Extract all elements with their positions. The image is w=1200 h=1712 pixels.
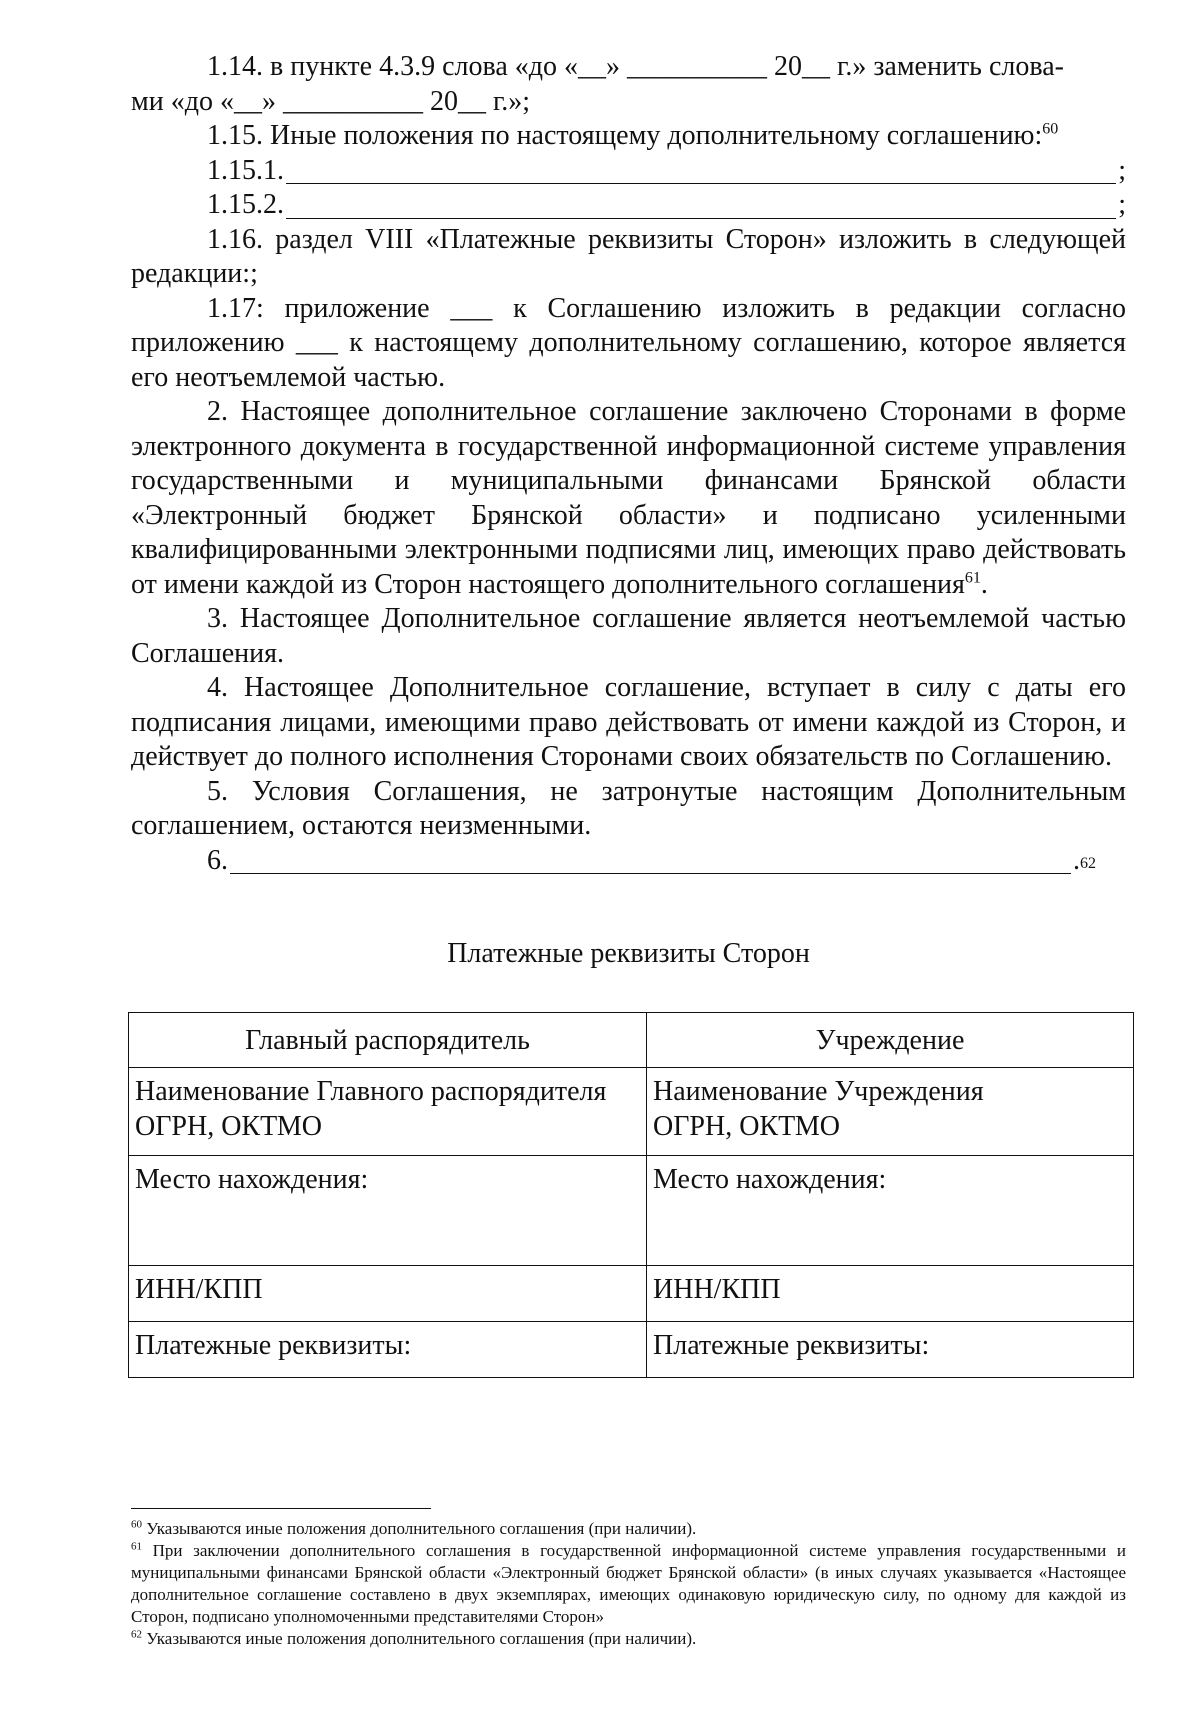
table-row — [129, 1322, 1134, 1378]
clause-2 — [131, 395, 1126, 602]
header-cell-institution: Учреждение — [647, 1013, 1134, 1068]
clause-6: 6. . $^{62}$ — [131, 844, 1126, 879]
cell-inn-right: ИНН/КПП — [647, 1266, 1134, 1322]
cell-text: ОГРН, ОКТМО — [653, 1111, 840, 1142]
clause-1-15 — [131, 119, 1126, 154]
table-row — [129, 1156, 1134, 1266]
clause-6-label: 6. — [207, 844, 228, 876]
blank-line — [286, 157, 1116, 184]
agreement-body — [131, 50, 1126, 878]
clause-1-14-line-2: ми «до «__» __________ 20__ г.»; — [131, 85, 531, 117]
cell-payment-left: Платежные реквизиты: — [129, 1322, 647, 1378]
clause-2-end: . — [980, 568, 988, 600]
clause-4: 4. Настоящее Дополнительное соглашение, вступает в силу с даты его подписания лицами, имеющими право действовать от имени каждой из Сторон, и действует до полного исполнения Сторонами своих обязательств по Соглашению. — [131, 672, 1126, 772]
table-row — [129, 1068, 1134, 1156]
footnote-61 — [131, 1540, 1126, 1628]
cell-text: ОГРН, ОКТМО — [135, 1111, 322, 1142]
clause-2-text: 2. Настоящее дополнительное соглашение заключено Сторонами в форме электронного документа в государственной информационной системе управления государственными и муниципальными финансами Брянской области «Электронный бюджет Брянской области» и подписано усиленными квалифицированными электронными подписями лиц, имеющих право действовать от имени каждой из Сторон настоящего дополнительного соглашения — [131, 396, 1126, 600]
cell-location-left: Место нахождения: — [129, 1156, 647, 1266]
clause-1-17: 1.17: приложение ___ к Соглашению изложить в редакции согласно приложению ___ к настоящему дополнительному соглашению, которое является его неотъемлемой частью. — [131, 292, 1126, 393]
table-row — [129, 1013, 1134, 1068]
header-cell-main-manager: Главный распорядитель — [129, 1013, 647, 1068]
semicolon: ; — [1118, 189, 1126, 220]
footnote-number: 62 — [131, 1628, 142, 1641]
footnote-text: При заключении дополнительного соглашения в государственной информационной системе управления государственными и муниципальными финансами Брянской области «Электронный бюджет Брянской области» (в иных случаях указывается «Настоящее дополнительное соглашение составлено в двух экземплярах, имеющих одинаковую юридическую силу, по одному для каждой из Сторон, подписано уполномоченными представителями Сторон» — [131, 1541, 1126, 1626]
clause-1-15-2-label: 1.15.2. — [207, 189, 284, 220]
semicolon: ; — [1118, 154, 1126, 186]
clause-1-14-line-1: 1.14. в пункте 4.3.9 слова «до «__» __________ 20__ г.» заменить слова- — [207, 51, 1064, 82]
clause-1-16: 1.16. раздел VIII «Платежные реквизиты Сторон» изложить в следующей редакции:; — [131, 223, 1126, 289]
table-row — [129, 1266, 1134, 1322]
cell-name-right — [647, 1068, 1134, 1156]
footnote-text: Указываются иные положения дополнительного соглашения (при наличии). — [142, 1519, 697, 1538]
payment-details-table — [128, 1012, 1134, 1378]
footnote-ref-61: 61 — [964, 569, 981, 587]
clause-5: 5. Условия Соглашения, не затронутые настоящим Дополнительным соглашением, остаются неизменными. — [131, 775, 1126, 841]
footnote-number: 61 — [131, 1540, 142, 1553]
footnote-divider — [131, 1508, 431, 1509]
footnotes — [131, 1518, 1126, 1650]
footnote-text: Указываются иные положения дополнительного соглашения (при наличии). — [142, 1629, 697, 1648]
section-title: Платежные реквизиты Сторон — [447, 938, 810, 969]
cell-text: Наименование Главного распорядителя — [135, 1076, 607, 1107]
cell-name-left — [129, 1068, 647, 1156]
clause-6-end: . — [1073, 844, 1080, 876]
clause-1-15-1-label: 1.15.1. — [207, 154, 284, 186]
footnote-60 — [131, 1518, 1126, 1540]
cell-payment-right: Платежные реквизиты: — [647, 1322, 1134, 1378]
clause-1-15-1 — [131, 154, 1126, 189]
cell-text: Наименование Учреждения — [653, 1076, 984, 1107]
clause-1-15-text: 1.15. Иные положения по настоящему дополнительному соглашению: — [207, 120, 1043, 151]
cell-inn-left: ИНН/КПП — [129, 1266, 647, 1322]
footnote-number: 60 — [131, 1518, 142, 1531]
footnote-62 — [131, 1628, 1126, 1650]
footnote-ref-60: 60 — [1042, 120, 1059, 138]
clause-1-15-2 — [131, 188, 1126, 223]
blank-line — [230, 847, 1071, 874]
cell-location-right: Место нахождения: — [647, 1156, 1134, 1266]
clause-3: 3. Настоящее Дополнительное соглашение является неотъемлемой частью Соглашения. — [131, 603, 1126, 669]
blank-line — [286, 192, 1116, 219]
